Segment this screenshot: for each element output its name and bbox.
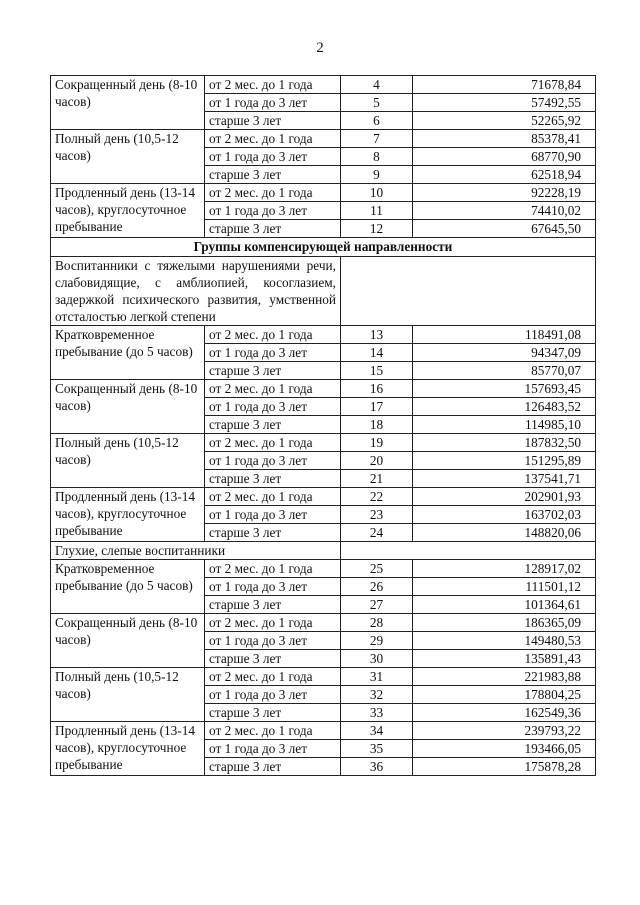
number-cell: 35: [341, 740, 413, 758]
number-cell: 15: [341, 362, 413, 380]
age-cell: от 2 мес. до 1 года: [205, 560, 341, 578]
number-cell: 21: [341, 470, 413, 488]
number-cell: 6: [341, 112, 413, 130]
number-cell: 29: [341, 632, 413, 650]
mode-cell: Продленный день (13-14 часов), круглосуточное пребывание: [51, 488, 205, 542]
value-cell: 186365,09: [413, 614, 596, 632]
value-cell: 67645,50: [413, 220, 596, 238]
table-row: [51, 326, 596, 344]
age-cell: от 1 года до 3 лет: [205, 398, 341, 416]
value-cell: 92228,19: [413, 184, 596, 202]
value-cell: 94347,09: [413, 344, 596, 362]
age-cell: от 1 года до 3 лет: [205, 148, 341, 166]
value-cell: 111501,12: [413, 578, 596, 596]
mode-cell: Кратковременное пребывание (до 5 часов): [51, 326, 205, 380]
number-cell: 32: [341, 686, 413, 704]
value-cell: 178804,25: [413, 686, 596, 704]
value-cell: 157693,45: [413, 380, 596, 398]
age-cell: старше 3 лет: [205, 524, 341, 542]
page-number: 2: [316, 40, 324, 56]
value-cell: 85770,07: [413, 362, 596, 380]
table-section-header: [51, 238, 596, 326]
section-note: Воспитанники с тяжелыми нарушениями речи, слабовидящие, с амблиопией, косоглазием, задержкой психического развития, умственной отсталостью легкой степени: [51, 257, 341, 326]
age-cell: от 2 мес. до 1 года: [205, 130, 341, 148]
value-cell: 126483,52: [413, 398, 596, 416]
value-cell: 221983,88: [413, 668, 596, 686]
age-cell: старше 3 лет: [205, 758, 341, 776]
table-row: [51, 380, 596, 398]
value-cell: 175878,28: [413, 758, 596, 776]
number-cell: 12: [341, 220, 413, 238]
age-cell: старше 3 лет: [205, 650, 341, 668]
number-cell: 16: [341, 380, 413, 398]
number-cell: 5: [341, 94, 413, 112]
age-cell: от 1 года до 3 лет: [205, 344, 341, 362]
age-cell: старше 3 лет: [205, 596, 341, 614]
value-cell: 162549,36: [413, 704, 596, 722]
age-cell: от 2 мес. до 1 года: [205, 488, 341, 506]
number-cell: 22: [341, 488, 413, 506]
table-row: [51, 722, 596, 740]
section-note-empty: [341, 257, 596, 326]
age-cell: старше 3 лет: [205, 704, 341, 722]
number-cell: 14: [341, 344, 413, 362]
age-cell: старше 3 лет: [205, 112, 341, 130]
value-cell: 118491,08: [413, 326, 596, 344]
value-cell: 239793,22: [413, 722, 596, 740]
table-row: [51, 76, 596, 94]
number-cell: 17: [341, 398, 413, 416]
number-cell: 11: [341, 202, 413, 220]
age-cell: от 2 мес. до 1 года: [205, 722, 341, 740]
age-cell: старше 3 лет: [205, 220, 341, 238]
age-cell: от 2 мес. до 1 года: [205, 184, 341, 202]
number-cell: 24: [341, 524, 413, 542]
mode-cell: Сокращенный день (8-10 часов): [51, 76, 205, 130]
age-cell: от 1 года до 3 лет: [205, 740, 341, 758]
age-cell: от 2 мес. до 1 года: [205, 614, 341, 632]
age-cell: от 1 года до 3 лет: [205, 632, 341, 650]
age-cell: от 2 мес. до 1 года: [205, 668, 341, 686]
number-cell: 8: [341, 148, 413, 166]
mode-cell: Сокращенный день (8-10 часов): [51, 614, 205, 668]
mode-cell: Кратковременное пребывание (до 5 часов): [51, 560, 205, 614]
value-cell: 187832,50: [413, 434, 596, 452]
table-row: [51, 488, 596, 506]
number-cell: 30: [341, 650, 413, 668]
mode-cell: Полный день (10,5-12 часов): [51, 130, 205, 184]
age-cell: старше 3 лет: [205, 166, 341, 184]
number-cell: 9: [341, 166, 413, 184]
number-cell: 13: [341, 326, 413, 344]
age-cell: от 2 мес. до 1 года: [205, 434, 341, 452]
mode-cell: Полный день (10,5-12 часов): [51, 434, 205, 488]
table-row: [51, 434, 596, 452]
table-row: [51, 130, 596, 148]
number-cell: 10: [341, 184, 413, 202]
value-cell: 128917,02: [413, 560, 596, 578]
section-header: Группы компенсирующей направленности: [51, 238, 596, 257]
age-cell: от 2 мес. до 1 года: [205, 380, 341, 398]
age-cell: от 1 года до 3 лет: [205, 578, 341, 596]
section2-title-empty: [341, 542, 596, 560]
table-row: [51, 614, 596, 632]
age-cell: старше 3 лет: [205, 362, 341, 380]
value-cell: 62518,94: [413, 166, 596, 184]
number-cell: 36: [341, 758, 413, 776]
mode-cell: Продленный день (13-14 часов), круглосуточное пребывание: [51, 184, 205, 238]
age-cell: от 2 мес. до 1 года: [205, 326, 341, 344]
mode-cell: Сокращенный день (8-10 часов): [51, 380, 205, 434]
number-cell: 26: [341, 578, 413, 596]
value-cell: 52265,92: [413, 112, 596, 130]
age-cell: старше 3 лет: [205, 470, 341, 488]
age-cell: от 1 года до 3 лет: [205, 202, 341, 220]
table-row: [51, 668, 596, 686]
value-cell: 101364,61: [413, 596, 596, 614]
age-cell: от 1 года до 3 лет: [205, 452, 341, 470]
table-section2-header: [51, 542, 596, 560]
value-cell: 74410,02: [413, 202, 596, 220]
value-cell: 163702,03: [413, 506, 596, 524]
number-cell: 19: [341, 434, 413, 452]
number-cell: 27: [341, 596, 413, 614]
value-cell: 85378,41: [413, 130, 596, 148]
value-cell: 135891,43: [413, 650, 596, 668]
value-cell: 57492,55: [413, 94, 596, 112]
value-cell: 137541,71: [413, 470, 596, 488]
number-cell: 20: [341, 452, 413, 470]
table-row: [51, 560, 596, 578]
age-cell: от 1 года до 3 лет: [205, 94, 341, 112]
value-cell: 68770,90: [413, 148, 596, 166]
number-cell: 34: [341, 722, 413, 740]
number-cell: 7: [341, 130, 413, 148]
age-cell: от 1 года до 3 лет: [205, 686, 341, 704]
table-row: [51, 184, 596, 202]
age-cell: старше 3 лет: [205, 416, 341, 434]
tariff-table: [50, 75, 596, 776]
mode-cell: Продленный день (13-14 часов), круглосуточное пребывание: [51, 722, 205, 776]
value-cell: 114985,10: [413, 416, 596, 434]
number-cell: 31: [341, 668, 413, 686]
section2-title: Глухие, слепые воспитанники: [51, 542, 341, 560]
value-cell: 151295,89: [413, 452, 596, 470]
number-cell: 23: [341, 506, 413, 524]
age-cell: от 2 мес. до 1 года: [205, 76, 341, 94]
number-cell: 33: [341, 704, 413, 722]
mode-cell: Полный день (10,5-12 часов): [51, 668, 205, 722]
number-cell: 18: [341, 416, 413, 434]
number-cell: 28: [341, 614, 413, 632]
value-cell: 149480,53: [413, 632, 596, 650]
number-cell: 4: [341, 76, 413, 94]
table-block-deaf-blind: [51, 560, 596, 776]
table-block-compensating: [51, 326, 596, 542]
table-block-general: [51, 76, 596, 238]
age-cell: от 1 года до 3 лет: [205, 506, 341, 524]
value-cell: 202901,93: [413, 488, 596, 506]
value-cell: 193466,05: [413, 740, 596, 758]
number-cell: 25: [341, 560, 413, 578]
value-cell: 71678,84: [413, 76, 596, 94]
value-cell: 148820,06: [413, 524, 596, 542]
